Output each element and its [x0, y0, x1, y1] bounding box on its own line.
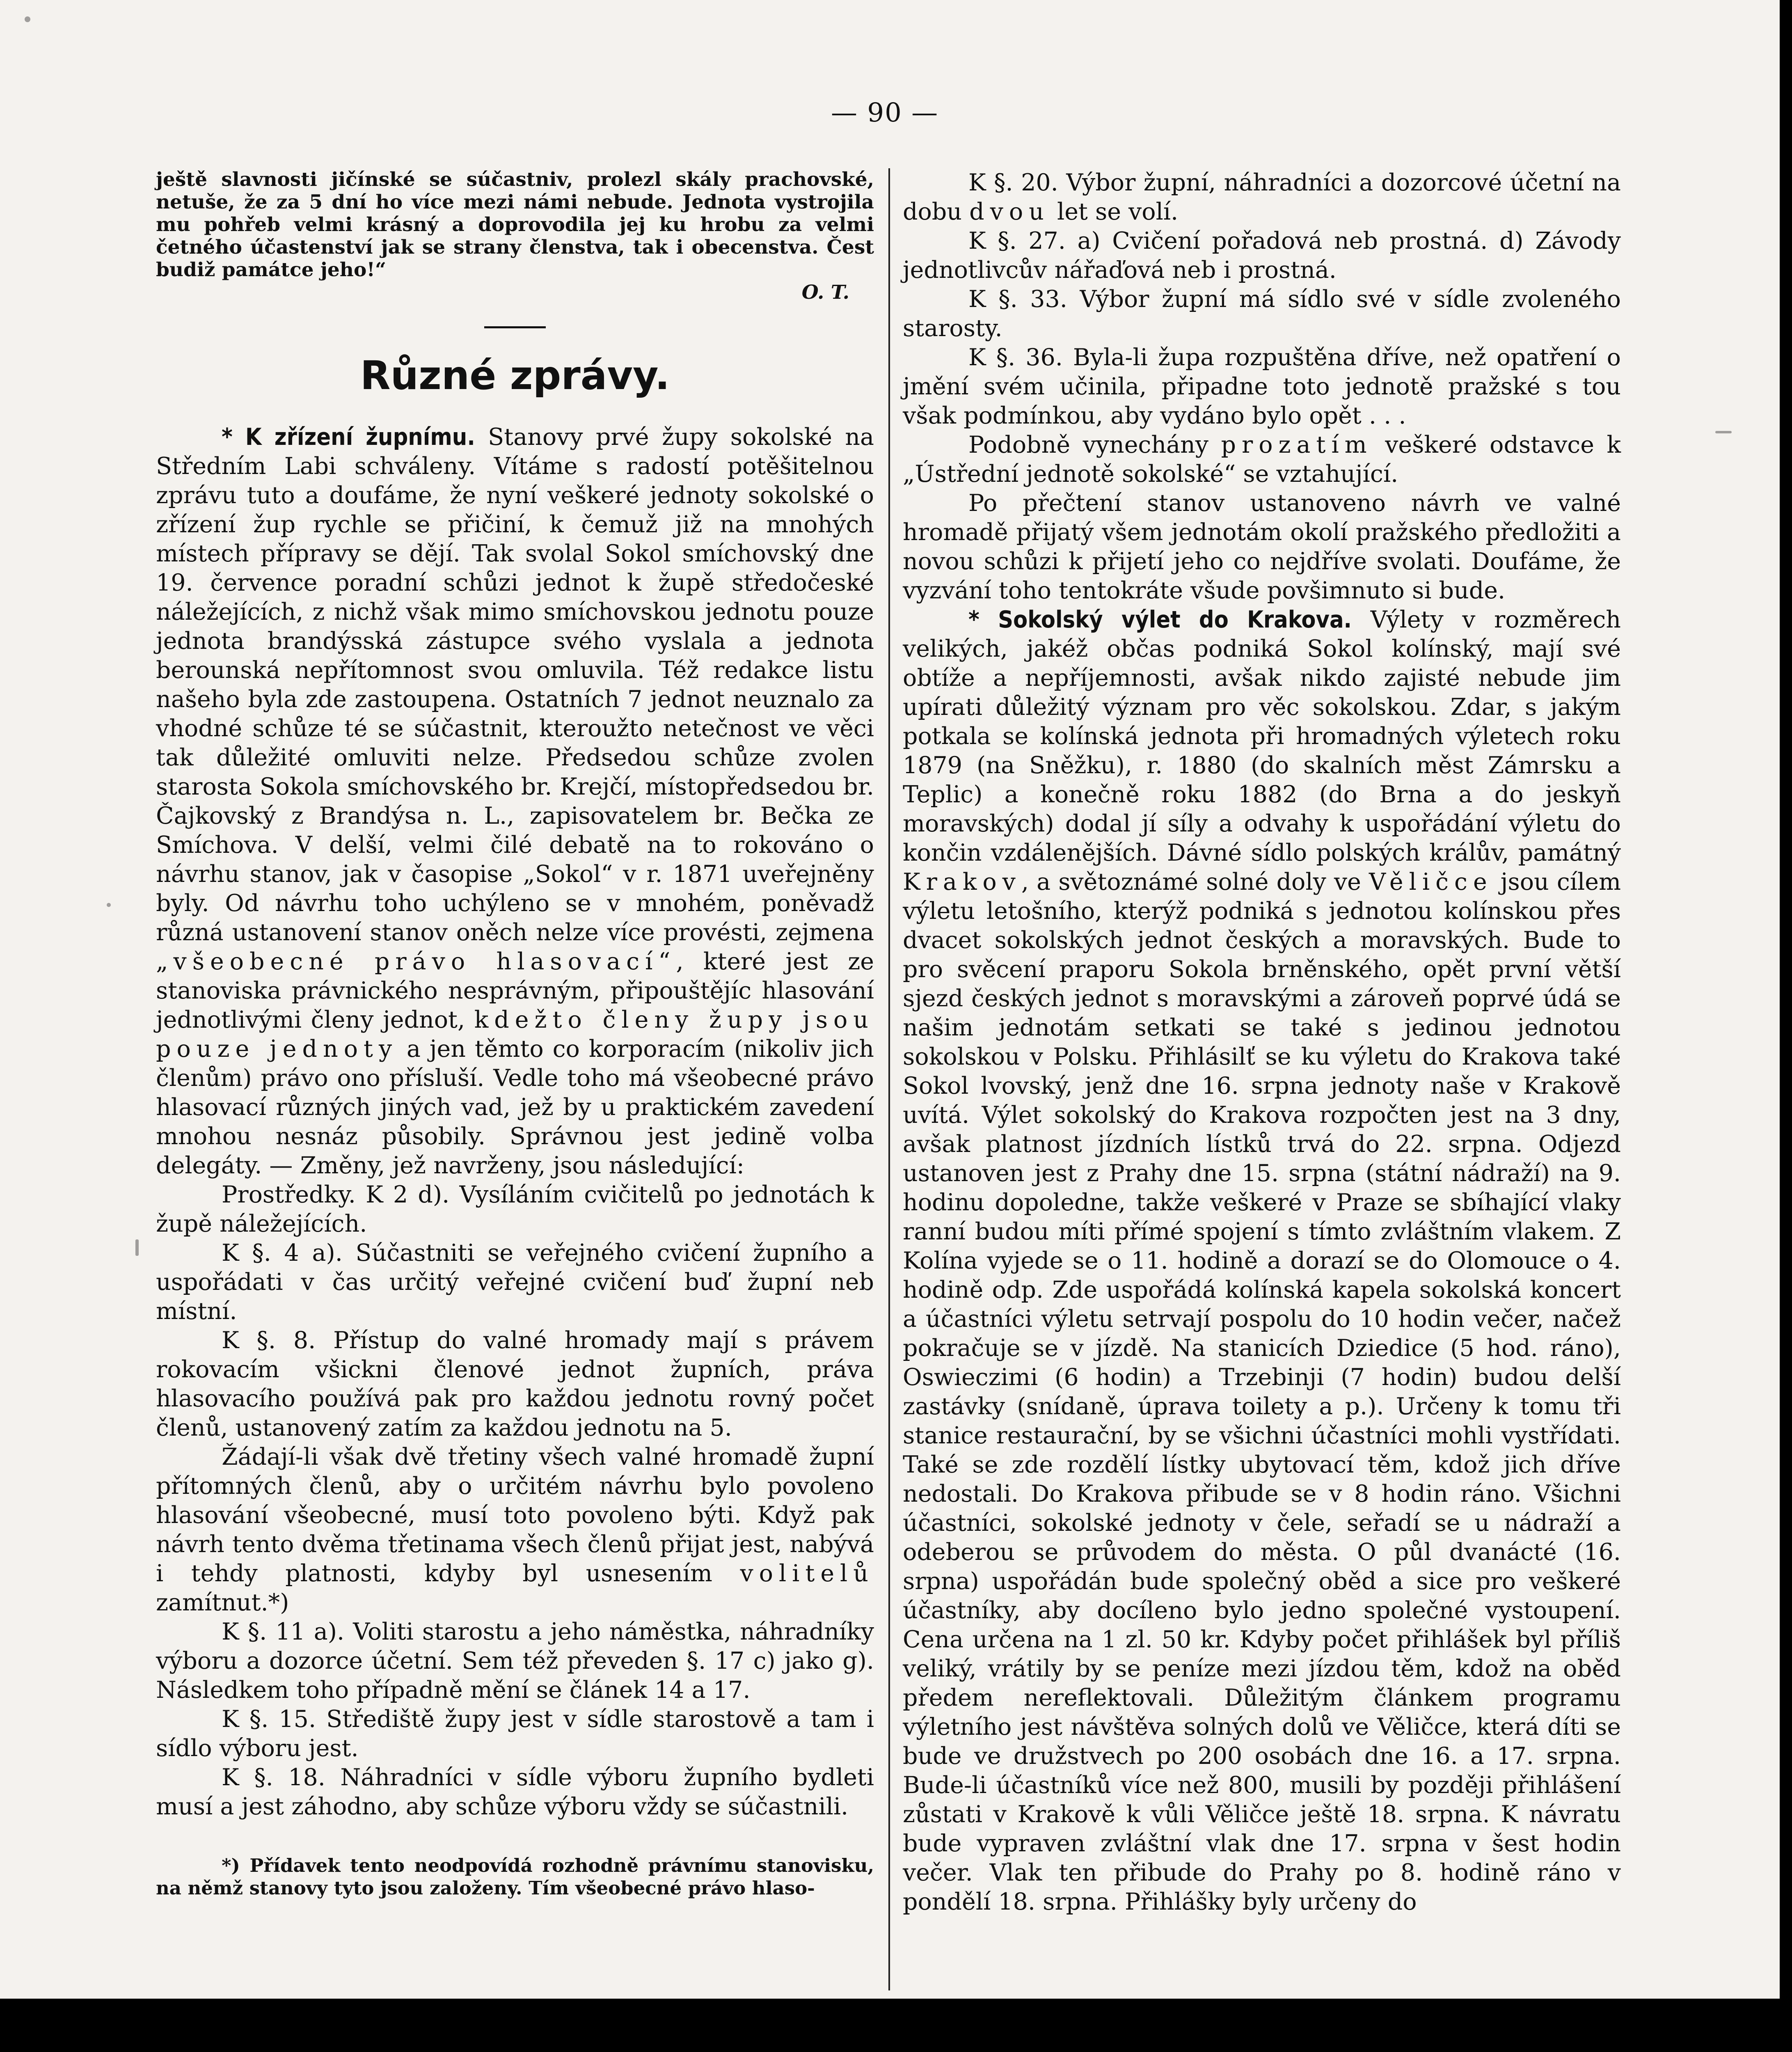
paragraph-lead: * Sokolský výlet do Krakova.	[968, 606, 1352, 633]
right-column	[903, 168, 1621, 1917]
paragraph-lead: * K zřízení župnímu.	[222, 424, 475, 451]
scan-border	[1780, 0, 1792, 1999]
spaced-emphasis: volitelů	[740, 1560, 874, 1587]
scan-speck	[25, 16, 30, 22]
paragraph-text: zamítnut.*)	[156, 1589, 289, 1616]
scan-black-margin	[0, 1999, 1792, 2052]
paragraph-text: Výlety v rozměrech velikých, jakéž občas podniká Sokol kolínský, mají své obtíže a nepříjemnosti, avšak nikdo zajisté nebude jim upírati důležitý význam pro věc sokolskou. Zdar, s jakým potkala se kolínská jednota při hromadných výletech roku 1879 (na Sněžku), r. 1880 (do skalních měst Zámrsku a Teplic) a konečně roku 1882 (do Brna a do jeskyň moravských) dodal jí síly a odvahy k uspořádání výletu do končin vzdálenějších. Dávné sídlo polských králův, památný	[903, 606, 1621, 866]
paragraph-k8-continued	[156, 1443, 874, 1617]
paragraph-text: a jen těmto co korporacím (nikoliv jich členům) právo ono přísluší. Vedle toho má všeobecné právo hlasovací různých jiných vad, jež by u praktickém zavedení mnohou nesnáz působily. Správnou jest jedině volba delegáty. — Změny, jež navrženy, jsou následující:	[156, 1035, 874, 1179]
paragraph-k33: K §. 33. Výbor župní má sídlo své v sídle zvoleného starosty.	[903, 286, 1621, 342]
paragraph-text: Podobně vynechány	[968, 431, 1221, 458]
column-divider	[888, 168, 890, 1990]
paragraph-k8: K §. 8. Přístup do valné hromady mají s právem rokovacím všickni členové jednot župních, práva hlasovacího používá pak pro každou jednotu rovný počet členů, ustanovený zatím za každou jednotu na 5.	[156, 1327, 874, 1441]
paragraph-text: , a světoznámé solné doly ve	[1021, 868, 1369, 895]
spaced-emphasis: „všeobecné právo hlasovací“	[156, 948, 676, 975]
footnote: *) Přídavek tento neodpovídá rozhodně právnímu stanovisku, na němž stanovy tyto jsou založeny. Tím všeobecné právo hlaso-	[156, 1855, 874, 1899]
paragraph-prostredky: Prostředky. K 2 d). Vysíláním cvičitelů po jednotách k župě náležejících.	[156, 1181, 874, 1237]
paragraph-k20	[903, 168, 1621, 227]
scan-speck	[135, 1239, 139, 1256]
section-rule	[484, 326, 546, 328]
paragraph-k18: K §. 18. Náhradníci v sídle výboru župního bydleti musí a jest záhodno, aby schůze výboru vždy se súčastnili.	[156, 1764, 874, 1820]
paragraph-text: K §. 20. Výbor župní, náhradníci a dozorcové účetní na dobu	[903, 169, 1621, 225]
paragraph-krakow-trip	[903, 605, 1621, 1917]
paragraph-k36: K §. 36. Byla-li župa rozpuštěna dříve, než opatření o jmění svém učinila, připadne toto jednotě pražské s tou však podmínkou, aby vydáno bylo opět . . .	[903, 344, 1621, 429]
paragraph-k27: K §. 27. a) Cvičení pořadová neb prostná. d) Závody jednotlivcův nářaďová neb i prostná.	[903, 227, 1621, 284]
spaced-emphasis: kdežto členy župy jsou pouze jednoty	[156, 1006, 874, 1063]
paragraph-k11: K §. 11 a). Voliti starostu a jeho náměstka, náhradníky výboru a dozorce účetní. Sem též převeden §. 17 c) jako g). Následkem toho případně mění se článek 14 a 17.	[156, 1618, 874, 1704]
obituary-text: ještě slavnosti jičínské se súčastniv, prolezl skály prachovské, netuše, že za 5 dní ho více mezi námi nebude. Jednota vystrojila mu pohřeb velmi krásný a doprovodila jej ku hrobu za velmi četného účastenství jak se strany členstva, tak i obecenstva. Čest budiž památce jeho!“	[156, 168, 874, 281]
paragraph-text: , které jest ze stanoviska právnického nesprávným, připouštějíc hlasování jednotlivými členy jednot,	[156, 948, 874, 1033]
paragraph-k4: K §. 4 a). Súčastniti se veřejného cvičení župního a uspořádati v čas určitý veřejné cvičení buď župní neb místní.	[156, 1239, 874, 1325]
spaced-emphasis: Věličce	[1369, 868, 1493, 895]
scan-speck	[1715, 431, 1732, 433]
paragraph-after-reading: Po přečtení stanov ustanoveno návrh ve valné hromadě přijatý všem jednotám okolí pražského předložiti a novou schůzi k přijetí jeho co nejdříve svolati. Doufáme, že vyzvání toho tentokráte všude povšimnuto si bude.	[903, 490, 1621, 604]
page-number: — 90 —	[831, 98, 939, 128]
scan-speck	[107, 903, 111, 907]
spaced-emphasis: Krakov	[903, 868, 1021, 895]
left-column	[156, 168, 874, 1899]
obituary-signature: O. T.	[801, 281, 849, 304]
spaced-emphasis: dvou	[969, 198, 1050, 225]
paragraph-omitted	[903, 431, 1621, 489]
spaced-emphasis: prozatím	[1221, 431, 1373, 458]
paragraph-text: let se volí.	[1049, 198, 1179, 225]
paragraph-text: Stanovy prvé župy sokolské na Středním Labi schváleny. Vítáme s radostí potěšitelnou zprávu tuto a doufáme, že nyní veškeré jednoty sokolské o zřízení žup rychle se přičiní, k čemuž již na mnohých místech přípravy se dějí. Tak svolal Sokol smíchovský dne 19. července poradní schůzi jednot k župě středočeské náležejících, z nichž však mimo smíchovskou jednotu pouze jednota brandýsská zástupce svého vyslala a jednota berounská nepřítomnost svou omluvila. Též redakce listu našeho byla zde zastoupena. Ostatních 7 jednot neuznalo za vhodné schůze té se súčastnit, kteroužto netečnost ve věci tak důležité omluviti nelze. Předsedou schůze zvolen starosta Sokola smíchovského br. Krejčí, místopředsedou br. Čajkovský z Brandýsa n. L., zapisovatelem br. Bečka ze Smíchova. V delší, velmi čilé debatě na to rokováno o návrhu stanov, jak v časopise „Sokol“ v r. 1871 uveřejněny byly. Od návrhu toho uchýleno se v mnohém, poněvadž různá ustanovení stanov oněch nelze více provésti, zejmena	[156, 424, 874, 946]
paragraph-text: veškeré odstavce k „Ústřední jednotě sokolské“ se vztahující.	[903, 431, 1621, 488]
paragraph-k15: K §. 15. Střediště župy jest v sídle starostově a tam i sídlo výboru jest.	[156, 1706, 874, 1762]
paragraph-text: jsou cílem výletu letošního, kterýž podniká s jednotou kolínskou přes dvacet sokolských jednot českých a moravských. Bude to pro svěcení praporu Sokola brněnského, opět první větší sjezd českých jednot s moravskými a zároveň poprvé údá se našim jednotám setkati se také s jedinou jednotou sokolskou v Polsku. Přihlásilť se ku výletu do Krakova také Sokol lvovský, jenž dne 16. srpna jednoty naše v Krakově uvítá. Výlet sokolský do Krakova rozpočten jest na 3 dny, avšak platnost jízdních lístků trvá do 22. srpna. Odjezd ustanoven jest z Prahy dne 15. srpna (státní nádraží) na 9. hodinu dopoledne, takže veškeré v Praze se sbíhající vlaky ranní budou míti přímé spojení s tímto zvláštním vlakem. Z Kolína vyjede se o 11. hodině a dorazí se do Olomouce o 4. hodině odp. Zde uspořádá kolínská kapela sokolská koncert a účastníci výletu setrvají pospolu do 10 hodin večer, načež pokračuje se v jízdě. Na stanicích Dziedice (5 hod. ráno), Oswieczimi (6 hodin) a Trzebinji (7 hodin) budou delší zastávky (snídaně, úprava toilety a p.). Určeny k tomu tři stanice restaurační, by se všichni účastníci mohli vystřídati. Také se zde rozdělí lístky ubytovací těm, kdož jich dříve nedostali. Do Krakova přibude se v 8 hodin ráno. Všichni účastníci, sokolské jednoty v čele, seřadí se u nádraží a odeberou se průvodem do města. O půl dvanácté (16. srpna) uspořádán bude společný oběd a sice pro veškeré účastníky, aby docíleno bylo jedno společné vystoupení. Cena určena na 1 zl. 50 kr. Kdyby počet přihlášek byl příliš veliký, vrátily by se peníze mezi jízdou těm, kdož na oběd předem nereflektovali. Důležitým článkem programu výletního jest návštěva solných dolů ve Věličce, která díti se bude ve družstvech po 200 osobách dne 16. a 17. srpna. Bude-li účastníků více než 800, musili by později přihlášení zůstati v Krakově k vůli Věličce ještě 18. srpna. K návratu bude vypraven zvláštní vlak dne 17. srpna v šest hodin večer. Vlak ten přibude do Prahy po 8. hodině ráno v pondělí 18. srpna. Přihlášky byly určeny do	[903, 868, 1621, 1915]
section-heading: Různé zprávy.	[360, 353, 670, 398]
paragraph-text: Žádají-li však dvě třetiny všech valné hromadě župní přítomných členů, aby o určitém návrhu bylo povoleno hlasování všeobecné, musí toto povoleno býti. Když pak návrh tento dvěma třetinama všech členů přijat jest, nabývá i tehdy platnosti, kdyby byl usnesením	[156, 1443, 874, 1587]
paragraph-zupa-founding	[156, 423, 874, 1180]
